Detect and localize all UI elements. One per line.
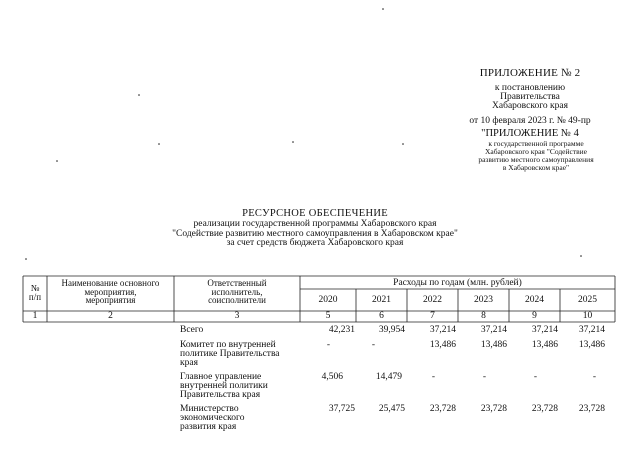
header-year: 2024: [525, 295, 544, 305]
row-label-total: [180, 326, 300, 335]
row-label-line: экономического: [180, 413, 245, 423]
table-cell: 25,475: [378, 404, 405, 414]
column-number: 8: [481, 311, 486, 321]
row-label-committee: [180, 341, 300, 368]
table-cell: 37,214: [531, 325, 558, 335]
table-cell: 13,486: [578, 340, 605, 350]
header-year: 2021: [372, 295, 391, 305]
header-executor-line: соисполнители: [208, 295, 266, 305]
row-label-main-directorate: [180, 373, 300, 400]
header-executor-line: Ответственный: [207, 278, 267, 288]
row-label-line: Правительства края: [180, 390, 261, 400]
row-label-line: Министерство: [180, 404, 239, 414]
table-cell: 39,954: [378, 325, 405, 335]
column-number: 6: [379, 311, 384, 321]
header-year: 2025: [578, 295, 597, 305]
header-num: [23, 284, 47, 301]
row-label-line: Всего: [180, 325, 204, 335]
header-event-line: мероприятия,: [84, 286, 137, 297]
header-num-line: п/п: [28, 291, 42, 302]
header-executor-line: исполнитель,: [211, 286, 263, 297]
appendix-line: Правительства: [500, 92, 560, 102]
appendix-quoted-line: в Хабаровском крае": [502, 163, 570, 172]
column-number: 10: [582, 311, 593, 321]
table-cell: 23,728: [429, 404, 456, 414]
table-cell: -: [533, 372, 537, 382]
document-title: РЕСУРСНОЕ ОБЕСПЕЧЕНИЕ: [242, 208, 388, 219]
column-number: 5: [325, 311, 331, 321]
document-subtitle-line: "Содействие развитию местного самоуправления в Хабаровском крае": [172, 228, 458, 239]
table-cell: 37,214: [578, 325, 605, 335]
appendix-line: от 10 февраля 2023 г. № 49-пр: [469, 116, 591, 126]
document-subtitle-line: за счет средств бюджета Хабаровского края: [226, 238, 404, 248]
row-label-line: политике Правительства: [180, 349, 280, 359]
appendix-line: к постановлению: [494, 83, 566, 93]
table-cell: 4,506: [321, 372, 343, 382]
header-year: 2020: [318, 295, 338, 305]
appendix-quoted-line: развитию местного самоуправления: [478, 155, 594, 164]
table-cell: 13,486: [531, 340, 558, 350]
row-label-line: Комитет по внутренней: [180, 340, 276, 350]
row-label-line: Главное управление: [180, 372, 262, 382]
table-cell: 13,486: [429, 340, 456, 350]
column-number: 9: [532, 311, 537, 321]
column-number: 1: [32, 311, 38, 321]
table-cell: -: [431, 372, 435, 382]
table-cell: -: [326, 340, 330, 350]
table-cell: 37,214: [480, 325, 507, 335]
row-label-ministry: [180, 405, 300, 432]
appendix-quoted-title: "ПРИЛОЖЕНИЕ № 4: [481, 128, 579, 139]
row-label-line: края: [180, 358, 198, 368]
header-expenses: Расходы по годам (млн. рублей): [393, 278, 522, 288]
appendix-quoted-line: Хабаровского края "Содействие: [484, 147, 588, 156]
appendix-title: ПРИЛОЖЕНИЕ № 2: [479, 67, 581, 79]
header-event-line: мероприятия: [85, 295, 136, 305]
table-cell: 42,231: [328, 325, 355, 335]
table-cell: 23,728: [480, 404, 507, 414]
header-executor: [174, 279, 300, 305]
table-cell: 13,486: [480, 340, 507, 350]
column-number: 2: [108, 311, 113, 321]
table-cell: 37,725: [328, 404, 355, 414]
table-cell: 14,479: [375, 372, 402, 382]
table-cell: -: [592, 372, 596, 382]
header-year: 2022: [423, 295, 442, 305]
header-event: [47, 279, 174, 305]
table-cell: -: [482, 372, 486, 382]
table-cell: 23,728: [578, 404, 605, 414]
table-cell: 37,214: [429, 325, 456, 335]
column-number: 3: [234, 311, 240, 321]
header-num-line: №: [30, 283, 40, 293]
appendix-line: Хабаровского края: [492, 101, 568, 111]
row-label-line: внутренней политики: [180, 381, 268, 391]
row-label-line: развития края: [180, 422, 237, 432]
table-cell: -: [371, 340, 375, 350]
table-cell: 23,728: [531, 404, 558, 414]
header-year: 2023: [474, 295, 493, 305]
column-number: 7: [430, 311, 435, 321]
header-event-line: Наименование основного: [61, 278, 160, 288]
appendix-quoted-line: к государственной программе: [488, 139, 584, 148]
document-subtitle-line: реализации государственной программы Хабаровского края: [193, 219, 437, 229]
